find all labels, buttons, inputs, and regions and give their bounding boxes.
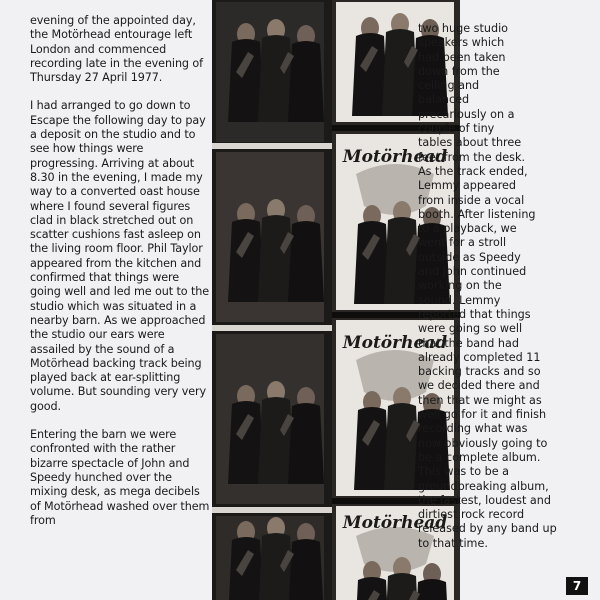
right-line: had been taken [418,50,506,64]
page-number: 7 [566,577,588,595]
right-line: went for a stroll [418,236,507,250]
paragraph-1: evening of the appointed day, the Motörhead entourage left London and commenced recording late in the evening of Thursday 27 April 1977. [30,14,203,85]
right-line: two huge studio [418,22,509,35]
right-line: from inside a vocal [418,193,525,207]
right-line: booth. After listening [418,207,536,221]
right-line: the fastest, loudest and [418,493,551,507]
right-line: balanced [418,93,470,107]
right-line: then that we might as [418,393,542,407]
right-line: to a playback, we [418,222,517,236]
right-line: already completed 11 [418,350,541,364]
right-line: This was to be a [418,465,509,479]
right-line: that the band had [418,336,519,350]
paragraph-2: I had arranged to go down to Escape the following day to pay a deposit on the studio and to see how things were progressing. Arriving at about 8.30 in the evening, I made my way to a converted oast house where I found several figures clad in black stretched out on scatter cushions fast asleep on the living room floor. Phil Taylor appeared from the kitchen and confirmed that things were going well and led me out to the studio which was situated in a nearby barn. As we approached the studio our ears were assailed by the sound of a Motörhead backing track being played back at ear-splitting volume. But sounding very very good. [30,99,210,413]
banner-logo-1: Motörhead [342,147,448,167]
right-line: groundbreaking album, [418,479,549,493]
right-line: tables about three [418,136,522,150]
right-line: down from the [418,64,500,78]
right-line: be a complete album. [418,450,541,464]
right-line: Lemmy appeared [418,179,517,193]
right-line: outside as Speedy [418,250,521,264]
paragraph-3: Entering the barn we were confronted with the rather bizarre spectacle of John and Speedy hunched over the mixing desk, as mega decibels of Motörhead washed over them from [30,428,210,527]
banner-logo-3: Motörhead [342,513,448,533]
right-line: well go for it and finish [418,408,547,422]
right-line: As the track ended, [418,164,528,178]
right-line: speakers which [418,36,505,50]
right-line: backing tracks and so [418,365,541,379]
right-line: and John continued [418,265,527,279]
right-line: couple of tiny [418,122,495,136]
right-line: sound. Lemmy [418,293,501,307]
right-line: precariously on a [418,107,515,121]
right-line: reported that things [418,307,531,321]
right-line: we decided there and [418,379,540,393]
right-line: to that time. [418,536,488,550]
right-line: recording what was [418,422,528,436]
right-line: were going so well [418,322,523,336]
left-text-column [30,14,212,542]
right-line: now obviously going to [418,436,548,450]
banner-logo-2: Motörhead [342,333,448,353]
right-line: released by any band up [418,522,557,536]
right-line: ceiling and [418,79,480,93]
right-line: feet from the desk. [418,150,526,164]
right-line: dirtiest rock record [418,508,525,522]
right-line: working on the [418,279,502,293]
right-text-column [418,22,588,551]
